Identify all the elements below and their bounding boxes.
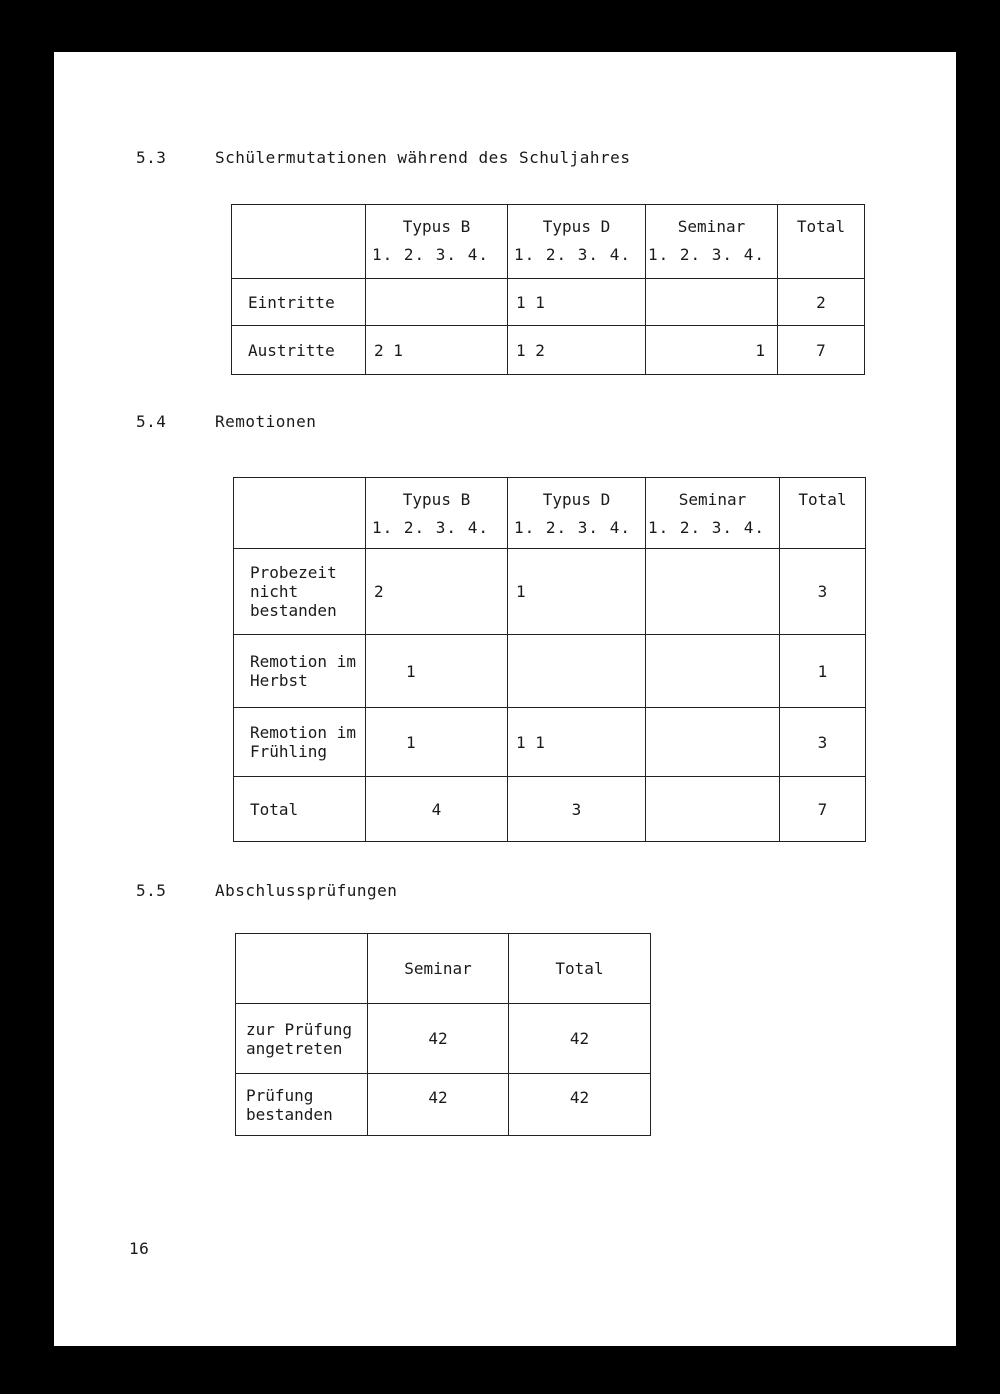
header-empty-cell — [234, 478, 366, 549]
header-seminar: Seminar 1. 2. 3. 4. — [646, 478, 780, 549]
cell-total: 2 — [778, 279, 865, 326]
table-row — [234, 777, 866, 842]
row-label: zur Prüfung angetreten — [236, 1004, 368, 1074]
mutations-table — [231, 204, 865, 375]
row-label: Austritte — [232, 326, 366, 375]
grade-subheader: 1. 2. 3. 4. — [372, 518, 489, 537]
document-page — [54, 52, 956, 1346]
header-typus-b: Typus B 1. 2. 3. 4. — [366, 478, 508, 549]
header-total: Total — [780, 478, 866, 549]
table-header-row — [232, 205, 865, 279]
section-title: Abschlussprüfungen — [215, 881, 398, 900]
header-total: Total — [778, 205, 865, 279]
cell-total: 1 — [780, 635, 866, 708]
cell-typus-d: 1 1 — [508, 279, 646, 326]
cell-total: 3 — [780, 708, 866, 777]
cell-typus-b: 4 — [366, 777, 508, 842]
cell-typus-b: 1 — [366, 635, 508, 708]
header-typus-d: Typus D 1. 2. 3. 4. — [508, 478, 646, 549]
cell-typus-b: 2 1 — [366, 326, 508, 375]
cell-seminar: 42 — [368, 1074, 509, 1136]
cell-total: 3 — [780, 549, 866, 635]
cell-typus-d: 3 — [508, 777, 646, 842]
header-seminar: Seminar 1. 2. 3. 4. — [646, 205, 778, 279]
cell-typus-d: 1 1 — [508, 708, 646, 777]
grade-subheader: 1. 2. 3. 4. — [514, 518, 631, 537]
row-label: Prüfung bestanden — [236, 1074, 368, 1136]
section-number: 5.3 — [136, 148, 167, 167]
cell-total: 7 — [780, 777, 866, 842]
cell-typus-b: 2 — [366, 549, 508, 635]
cell-typus-b — [366, 279, 508, 326]
section-title: Schülermutationen während des Schuljahres — [215, 148, 631, 167]
cell-typus-b: 1 — [366, 708, 508, 777]
grade-subheader: 1. 2. 3. 4. — [514, 245, 631, 264]
cell-total: 7 — [778, 326, 865, 375]
header-typus-d: Typus D 1. 2. 3. 4. — [508, 205, 646, 279]
cell-seminar — [646, 279, 778, 326]
table-header-row — [236, 934, 651, 1004]
row-label: Total — [234, 777, 366, 842]
cell-typus-d: 1 2 — [508, 326, 646, 375]
remotions-table — [233, 477, 866, 842]
cell-seminar — [646, 635, 780, 708]
cell-seminar — [646, 549, 780, 635]
row-label: Eintritte — [232, 279, 366, 326]
table-header-row — [234, 478, 866, 549]
cell-seminar: 42 — [368, 1004, 509, 1074]
table-row — [232, 279, 865, 326]
cell-seminar — [646, 777, 780, 842]
section-number: 5.4 — [136, 412, 167, 431]
table-row — [234, 708, 866, 777]
cell-seminar: 1 — [646, 326, 778, 375]
header-empty-cell — [232, 205, 366, 279]
cell-seminar — [646, 708, 780, 777]
table-row — [236, 1074, 651, 1136]
cell-typus-d — [508, 635, 646, 708]
row-label: Probezeit nicht bestanden — [234, 549, 366, 635]
header-seminar: Seminar — [368, 934, 509, 1004]
grade-subheader: 1. 2. 3. 4. — [648, 518, 765, 537]
cell-total: 42 — [509, 1074, 651, 1136]
cell-total: 42 — [509, 1004, 651, 1074]
grade-subheader: 1. 2. 3. 4. — [372, 245, 489, 264]
section-title: Remotionen — [215, 412, 317, 431]
section-number: 5.5 — [136, 881, 167, 900]
header-typus-b: Typus B 1. 2. 3. 4. — [366, 205, 508, 279]
header-total: Total — [509, 934, 651, 1004]
header-empty-cell — [236, 934, 368, 1004]
exams-table — [235, 933, 651, 1136]
table-row — [232, 326, 865, 375]
table-row — [234, 635, 866, 708]
table-row — [236, 1004, 651, 1074]
table-row — [234, 549, 866, 635]
row-label: Remotion im Herbst — [234, 635, 366, 708]
grade-subheader: 1. 2. 3. 4. — [648, 245, 765, 264]
row-label: Remotion im Frühling — [234, 708, 366, 777]
page-number: 16 — [129, 1239, 150, 1258]
cell-typus-d: 1 — [508, 549, 646, 635]
